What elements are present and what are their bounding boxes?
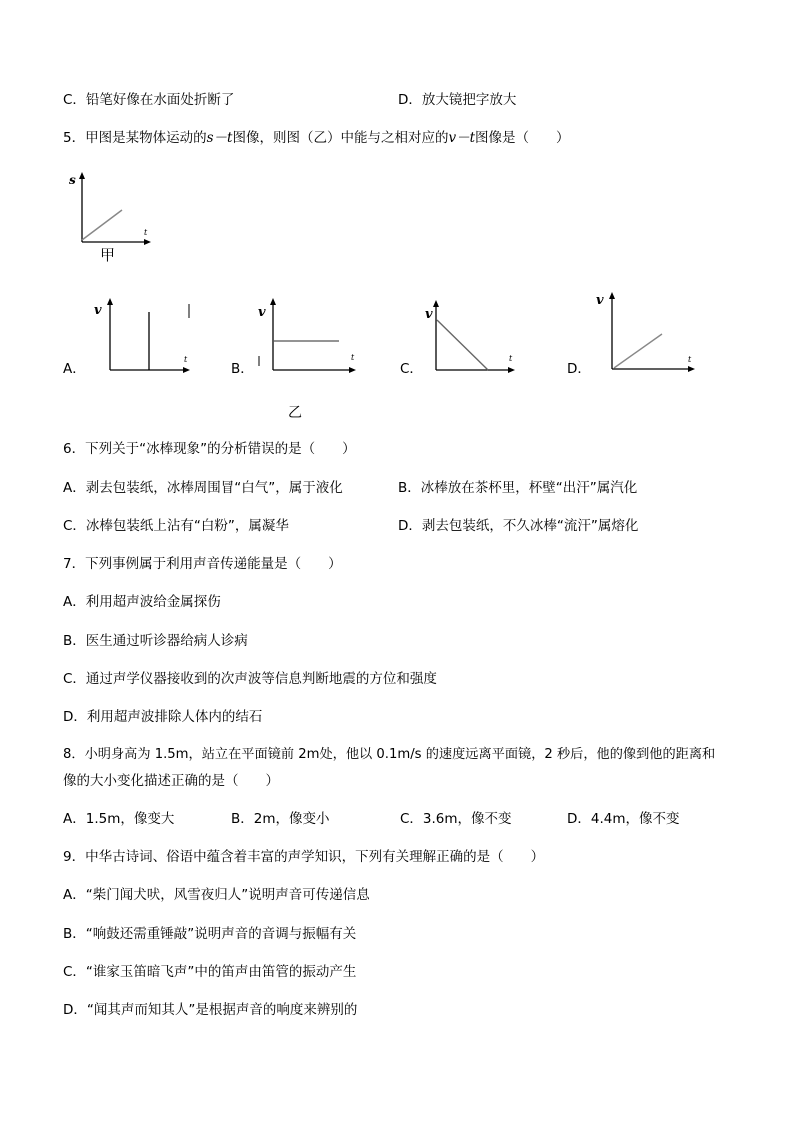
c-x-axis-label: t [509,354,513,363]
q5-option-c-graph [422,298,522,378]
q5-option-a-graph [88,296,198,378]
figure-yi-caption: 乙 [288,405,302,421]
q9-option-d: D．“闻其声而知其人”是根据声音的响度来辨别的 [63,1002,358,1018]
c-y-axis-label: v [425,307,433,322]
q5-vt-symbol: v－t [448,130,476,146]
q5-option-a-label: A． [63,361,86,377]
q4-option-d: D．放大镜把字放大 [398,92,517,108]
q6-option-a: A．剥去包装纸，冰棒周围冒“白气”，属于液化 [63,480,343,496]
a-y-axis-label: v [94,303,102,318]
q7-option-b: B．医生通过听诊器给病人诊病 [63,633,248,649]
q5-option-d-label: D． [567,361,591,377]
q9-option-c: C．“谁家玉笛暗飞声”中的笛声由笛管的振动产生 [63,964,357,980]
q7-option-c: C．通过声学仪器接收到的次声波等信息判断地震的方位和强度 [63,671,437,687]
q5-option-c-label: C． [400,361,423,377]
q5-stem [63,129,570,147]
q9-stem: 9．中华古诗词、俗语中蕴含着丰富的声学知识，下列有关理解正确的是（ ） [63,849,545,865]
q6-option-b: B．冰棒放在茶杯里，杯壁“出汗”属汽化 [398,480,638,496]
q7-option-d: D．利用超声波排除人体内的结石 [63,709,263,725]
jia-y-axis-label: s [69,173,76,187]
q5-option-d-graph [592,290,702,376]
figure-jia [66,170,156,265]
q6-stem: 6．下列关于“冰棒现象”的分析错误的是（ ） [63,441,356,457]
a-x-axis-label: t [184,355,188,364]
b-y-axis-label: v [258,305,266,320]
q6-option-d: D．剥去包装纸，不久冰棒“流汗”属熔化 [398,518,639,534]
q7-option-a: A．利用超声波给金属探伤 [63,594,221,610]
jia-x-axis-label: t [144,228,148,237]
q5-option-b-graph [255,296,365,378]
q9-option-a: A．“柴门闻犬吠，风雪夜归人”说明声音可传递信息 [63,887,370,903]
b-x-axis-label: t [351,353,355,362]
q5-stem-post: 图像是（ ） [475,130,570,146]
q4-option-c: C．铅笔好像在水面处折断了 [63,92,235,108]
q5-stem-pre: 5．甲图是某物体运动的 [63,130,207,146]
q9-option-b: B．“响鼓还需重锤敲”说明声音的音调与振幅有关 [63,926,357,942]
q8-stem-line1: 8．小明身高为 1.5m，站立在平面镜前 2m处，他以 0.1m/s 的速度远离平面镜，2 秒后，他的像到他的距离和 [63,747,716,762]
q8-stem-line2: 像的大小变化描述正确的是（ ） [63,773,279,789]
q5-stem-mid: 图像，则图（乙）中能与之相对应的 [232,130,449,146]
q7-stem: 7．下列事例属于利用声音传递能量是（ ） [63,556,342,572]
q5-option-b-label: B． [231,361,254,377]
q8-option-d: D．4.4m，像不变 [567,811,680,827]
q8-option-b: B．2m，像变小 [231,811,330,827]
q8-option-c: C．3.6m，像不变 [400,811,512,827]
q6-option-c: C．冰棒包装纸上沾有“白粉”，属凝华 [63,518,289,534]
jia-caption: 甲 [100,246,116,264]
d-x-axis-label: t [688,355,692,364]
d-y-axis-label: v [596,293,604,308]
q8-option-a: A．1.5m，像变大 [63,811,175,827]
q5-st-symbol: s－t [206,130,233,146]
